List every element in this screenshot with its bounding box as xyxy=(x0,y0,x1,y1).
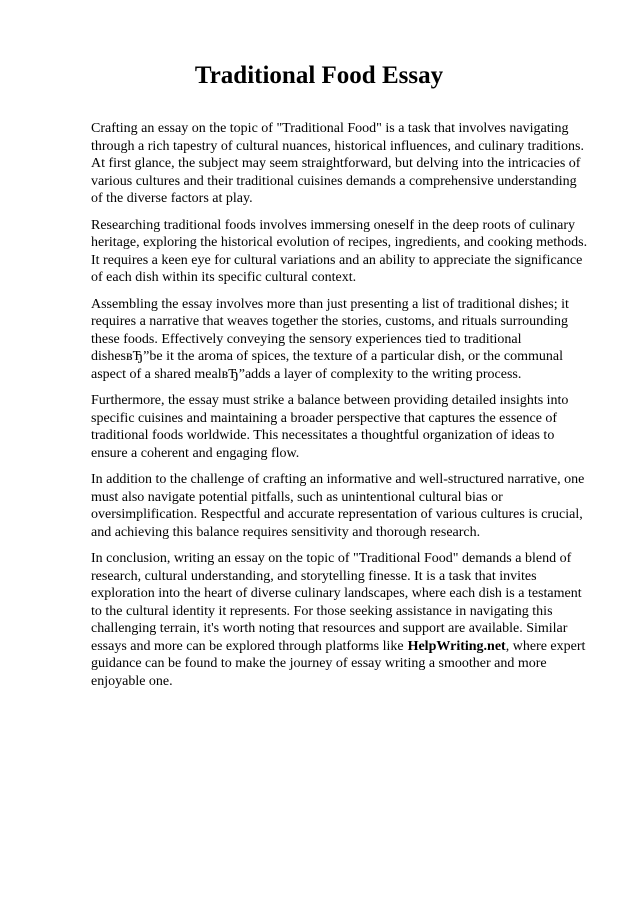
paragraph-1: Crafting an essay on the topic of "Traditional Food" is a task that involves navigating through a rich tapestry of cultural nuances, historical influences, and culinary traditions. At first glance, the subject may seem straightforward, but delving into the intricacies of various cultures and their traditional cuisines demands a comprehensive understanding of the diverse factors at play. xyxy=(91,121,584,206)
brand-link[interactable]: HelpWriting.net xyxy=(407,638,506,654)
essay-body xyxy=(91,120,591,699)
paragraph-conclusion xyxy=(91,550,591,690)
page-title: Traditional Food Essay xyxy=(194,62,444,89)
conclusion-text-before: In conclusion, writing an essay on the topic of "Traditional Food" demands a blend of research, cultural understanding, and storytelling finesse. It is a task that invites exploration into the heart of diverse culinary landscapes, where each dish is a testament to the cultural identity it represents. For those seeking assistance in navigating this challenging terrain, it's worth noting that resources and support are available. Similar essays and more can be explored through platforms like xyxy=(91,551,582,654)
conclusion-text-after: , where expert guidance can be found to make the journey of essay writing a smoother and more enjoyable one. xyxy=(91,638,586,689)
paragraph-4: Furthermore, the essay must strike a balance between providing detailed insights into specific cuisines and maintaining a broader perspective that captures the essence of traditional foods worldwide. This necessitates a thoughtful organization of ideas to ensure a coherent and engaging flow. xyxy=(91,393,569,461)
paragraph-2: Researching traditional foods involves immersing oneself in the deep roots of culinary heritage, exploring the historical evolution of recipes, ingredients, and cooking methods. It requires a keen eye for cultural variations and an ability to appreciate the significance of each dish within its specific cultural context. xyxy=(91,217,588,285)
paragraph-5: In addition to the challenge of crafting an informative and well-structured narrative, one must also navigate potential pitfalls, such as unintentional cultural bias or oversimplification. Respectful and accurate representation of various cultures is crucial, and achieving this balance requires sensitivity and thorough research. xyxy=(91,472,585,540)
paragraph-3: Assembling the essay involves more than just presenting a list of traditional dishes; it requires a narrative that weaves together the stories, customs, and rituals surrounding these foods. Effectively conveying the sensory experiences tied to traditional dishesвЂ”be it the aroma of spices, the texture of a particular dish, or the communal aspect of a shared mealвЂ”adds a layer of complexity to the writing process. xyxy=(91,296,569,382)
